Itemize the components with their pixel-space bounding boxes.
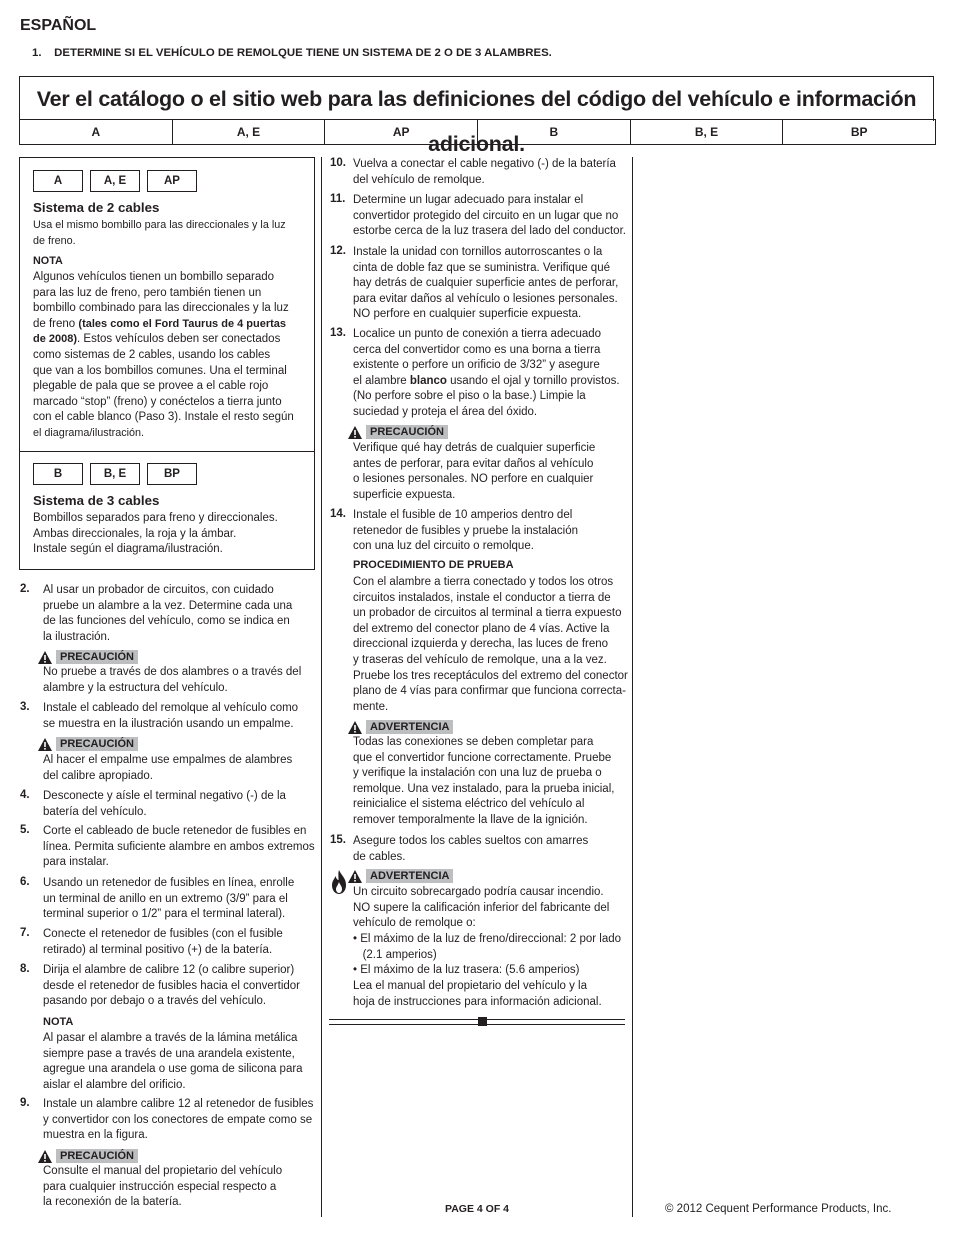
vehicle-code-cell: A — [91, 125, 101, 139]
two-wire-note — [33, 270, 313, 442]
step-1-text: DETERMINE SI EL VEHÍCULO DE REMOLQUE TIENE UN SISTEMA DE 2 O DE 3 ALAMBRES. — [54, 47, 552, 59]
vehicle-code-cell: A, E — [172, 120, 325, 144]
caution-3-text: Consulte el manual del propietario del vehículo para cualquier instrucción especial respecto a la reconexión de la batería. — [43, 1165, 283, 1209]
step-text-emphasis: blanco — [409, 374, 447, 387]
note-line: para las luz de freno, pero también tienen un — [33, 286, 262, 299]
step-number: 12. — [330, 245, 346, 257]
note-example: (tales como el Ford Taurus de 4 puertas — [78, 317, 287, 330]
warning-label: ADVERTENCIA — [366, 869, 453, 883]
step-number: 10. — [330, 157, 346, 169]
warning-2-bullet: • El máximo de la luz de freno/direccional: 2 por lado (2.1 amperios) — [353, 933, 622, 961]
step-number: 7. — [20, 927, 30, 939]
note-example: de 2008) — [33, 333, 78, 346]
vehicle-code-cell: AP — [324, 120, 477, 144]
code-chip: B, E — [90, 463, 140, 485]
step-text: Asegure todos los cables sueltos con amarres de cables. — [353, 835, 589, 863]
step-text: Usando un retenedor de fusibles en línea, enrolle un terminal de anillo en un extremo (3/9” para el terminal superior o 1/2” para el terminal lateral). — [43, 877, 295, 921]
step-number: 15. — [330, 834, 346, 846]
step-number: 5. — [20, 824, 30, 836]
warning-1 — [348, 720, 453, 734]
vehicle-code-cell: BP — [782, 120, 935, 144]
step-number: 3. — [20, 701, 30, 713]
step-number: 8. — [20, 963, 30, 975]
note-line: marcado “stop” (freno) y conéctelos a tierra junto — [33, 395, 282, 408]
step-number: 14. — [330, 508, 346, 520]
step-number: 2. — [20, 583, 30, 595]
step-text: Conecte el retenedor de fusibles (con el fusible retirado) al terminal positivo (+) de la batería. — [43, 928, 283, 956]
language-heading: ESPAÑOL — [20, 17, 97, 34]
vehicle-code-cell: B — [477, 120, 630, 144]
three-wire-line: Ambas direccionales, la roja y la ámbar. — [33, 527, 237, 540]
note-line — [33, 317, 313, 333]
step-text — [353, 327, 620, 421]
three-wire-codes — [33, 463, 197, 485]
page-number: PAGE 4 OF 4 — [445, 1203, 509, 1215]
code-chip: B — [33, 463, 83, 485]
caution-label: PRECAUCIÓN — [366, 425, 448, 439]
step-number: 13. — [330, 327, 346, 339]
warning-2 — [348, 869, 453, 883]
step-number: 6. — [20, 876, 30, 888]
column-separator — [632, 157, 633, 1217]
warning-triangle-icon — [38, 651, 52, 664]
caution-label: PRECAUCIÓN — [56, 737, 138, 751]
note-text: . Estos vehículos deben ser conectados — [77, 333, 281, 346]
fire-icon — [329, 869, 349, 895]
step-8-note-label: NOTA — [43, 1016, 74, 1028]
end-rule — [329, 1019, 625, 1025]
step-text: Vuelva a conectar el cable negativo (-) de la batería del vehículo de remolque. — [353, 158, 616, 186]
note-line: bombillo combinado para las direccionales y la luz — [33, 302, 289, 315]
step-8-note-text: Al pasar el alambre a través de la lámina metálica siempre pase a través de una arandela existente, agregue una arandela o use goma de silicona para aislar el alambre del orificio. — [43, 1032, 303, 1091]
note-line: como sistemas de 2 cables, usando los cables — [33, 348, 271, 361]
step-1-number: 1. — [32, 47, 42, 59]
box-divider — [19, 451, 315, 452]
step-1 — [32, 47, 552, 59]
code-chip: A, E — [90, 170, 140, 192]
code-chip: A — [33, 170, 83, 192]
two-wire-intro — [33, 218, 286, 249]
step-number: 11. — [330, 193, 346, 205]
caution-label: PRECAUCIÓN — [56, 650, 138, 664]
two-wire-note-label: NOTA — [33, 255, 63, 267]
two-wire-title: Sistema de 2 cables — [33, 200, 160, 215]
warning-triangle-icon — [38, 1150, 52, 1163]
test-procedure-label: PROCEDIMIENTO DE PRUEBA — [353, 559, 514, 571]
step-text: Al usar un probador de circuitos, con cuidado pruebe un alambre a la vez. Determine cada una de las funciones del vehículo, como se indica en la ilustración. — [43, 584, 293, 643]
code-chip: BP — [147, 463, 197, 485]
vehicle-code-cell: B, E — [630, 120, 783, 144]
step-text: Corte el cableado de bucle retenedor de fusibles en línea. Permita suficiente alambre en ambos extremos para instalar. — [43, 825, 315, 869]
step-number: 9. — [20, 1097, 30, 1109]
step-text: Determine un lugar adecuado para instalar el convertidor protegido del circuito en un lugar que no estorbe cerca de la luz trasera del lado del conductor. — [353, 194, 626, 238]
step-number: 4. — [20, 789, 30, 801]
end-marker — [478, 1017, 487, 1026]
caution-4-text: Verifique qué hay detrás de cualquier superficie antes de perforar, para evitar daños al vehículo o lesiones personales. NO perfore en cualquier superficie expuesta. — [353, 442, 596, 501]
three-wire-text — [33, 511, 278, 558]
caution-3 — [38, 1149, 138, 1163]
step-text: Dirija el alambre de calibre 12 (o calibre superior) desde el retenedor de fusibles hacia el convertidor pasando por debajo o a través del vehículo. — [43, 964, 300, 1008]
warning-triangle-icon — [348, 870, 362, 883]
warning-2-bullet: • El máximo de la luz trasera: (5.6 amperios) — [353, 964, 580, 976]
three-wire-title: Sistema de 3 cables — [33, 493, 160, 508]
warning-1-text: Todas las conexiones se deben completar para que el convertidor funcione correctamente. Pruebe y verifique la instalación con una luz de prueba o remolque. Una vez instalado, para la prueba inicial, reinicialice el sistema eléctrico del vehículo al remover temporalmente la llave de la ignición. — [353, 736, 615, 826]
caution-1 — [38, 650, 138, 664]
caution-1-text: No pruebe a través de dos alambres o a través del alambre y la estructura del vehículo. — [43, 666, 302, 694]
intro-line: de freno. — [33, 234, 76, 247]
caution-2-text: Al hacer el empalme use empalmes de alambres del calibre apropiado. — [43, 754, 293, 782]
test-procedure-text: Con el alambre a tierra conectado y todos los otros circuitos instalados, instale el conductor a tierra de un probador de circuitos al terminal a tierra expuesto del extremo del conector plano de 4 vías. Active la direccional izquierda y derecha, las luces de freno y traseras del vehículo de remolque, una a la vez. Pruebe los tres receptáculos del extremo del conector plano de 4 vías para confirmar que funciona correcta- mente. — [353, 576, 628, 713]
caution-2 — [38, 737, 138, 751]
warning-triangle-icon — [38, 738, 52, 751]
warning-2-text: Un circuito sobrecargado podría causar incendio. NO supere la calificación inferior del fabricante del vehículo de remolque o: — [353, 886, 610, 930]
warning-2-after: Lea el manual del propietario del vehículo y la hoja de instrucciones para información adicional. — [353, 980, 602, 1008]
intro-line: Usa el mismo bombillo para las direccionales y la luz — [33, 219, 286, 231]
three-wire-line: Bombillos separados para freno y direccionales. — [33, 512, 278, 524]
note-line: plegable de pala que se provee a el cable rojo — [33, 380, 269, 393]
note-line: el diagrama/ilustración. — [33, 426, 145, 439]
step-text: Instale un alambre calibre 12 al retenedor de fusibles y convertidor con los conectores de empate como se muestra en la figura. — [43, 1098, 314, 1142]
note-line — [33, 332, 313, 348]
code-chip: AP — [147, 170, 197, 192]
step-text-part: Localice un punto de conexión a tierra adecuado cerca del convertidor como es una borna a tierra existente o perfore un orificio de 3/32” y asegure el alambre — [353, 328, 602, 387]
note-line: con el cable blanco (Paso 3). Instale el resto según — [33, 411, 294, 424]
copyright: © 2012 Cequent Performance Products, Inc. — [665, 1203, 892, 1215]
step-text: Desconecte y aísle el terminal negativo (-) de la batería del vehículo. — [43, 790, 286, 818]
three-wire-line: Instale según el diagrama/ilustración. — [33, 543, 223, 556]
warning-label: ADVERTENCIA — [366, 720, 453, 734]
caution-4 — [348, 425, 448, 439]
step-text: Instale el cableado del remolque al vehículo como se muestra en la ilustración usando un empalme. — [43, 702, 299, 730]
note-line: que van a los bombillos comunes. Una el terminal — [33, 364, 287, 377]
step-text: Instale el fusible de 10 amperios dentro del retenedor de fusibles y pruebe la instalación con una luz del circuito o remolque. — [353, 509, 579, 553]
note-line: Algunos vehículos tienen un bombillo separado — [33, 271, 275, 283]
column-separator — [321, 157, 322, 1217]
step-text: Instale la unidad con tornillos autorroscantes o la cinta de doble faz que se suministra. Verifique qué hay detrás de cualquier superficie antes de perforar, para evitar daños al vehículo o lesiones personales. NO perfore en cualquier superficie expuesta. — [353, 246, 619, 321]
vehicle-code-table — [19, 119, 936, 145]
catalog-banner: Ver el catálogo o el sitio web para las definiciones del código del vehículo e información adicional. — [19, 76, 934, 121]
two-wire-codes — [33, 170, 197, 192]
step-text-part: usando el ojal y tornillo provistos. (No perfore sobre el piso o la base.) Limpie la suciedad y proteja el área del óxido. — [353, 374, 620, 418]
warning-triangle-icon — [348, 426, 362, 439]
note-text: de freno — [33, 317, 79, 330]
warning-triangle-icon — [348, 721, 362, 734]
caution-label: PRECAUCIÓN — [56, 1149, 138, 1163]
